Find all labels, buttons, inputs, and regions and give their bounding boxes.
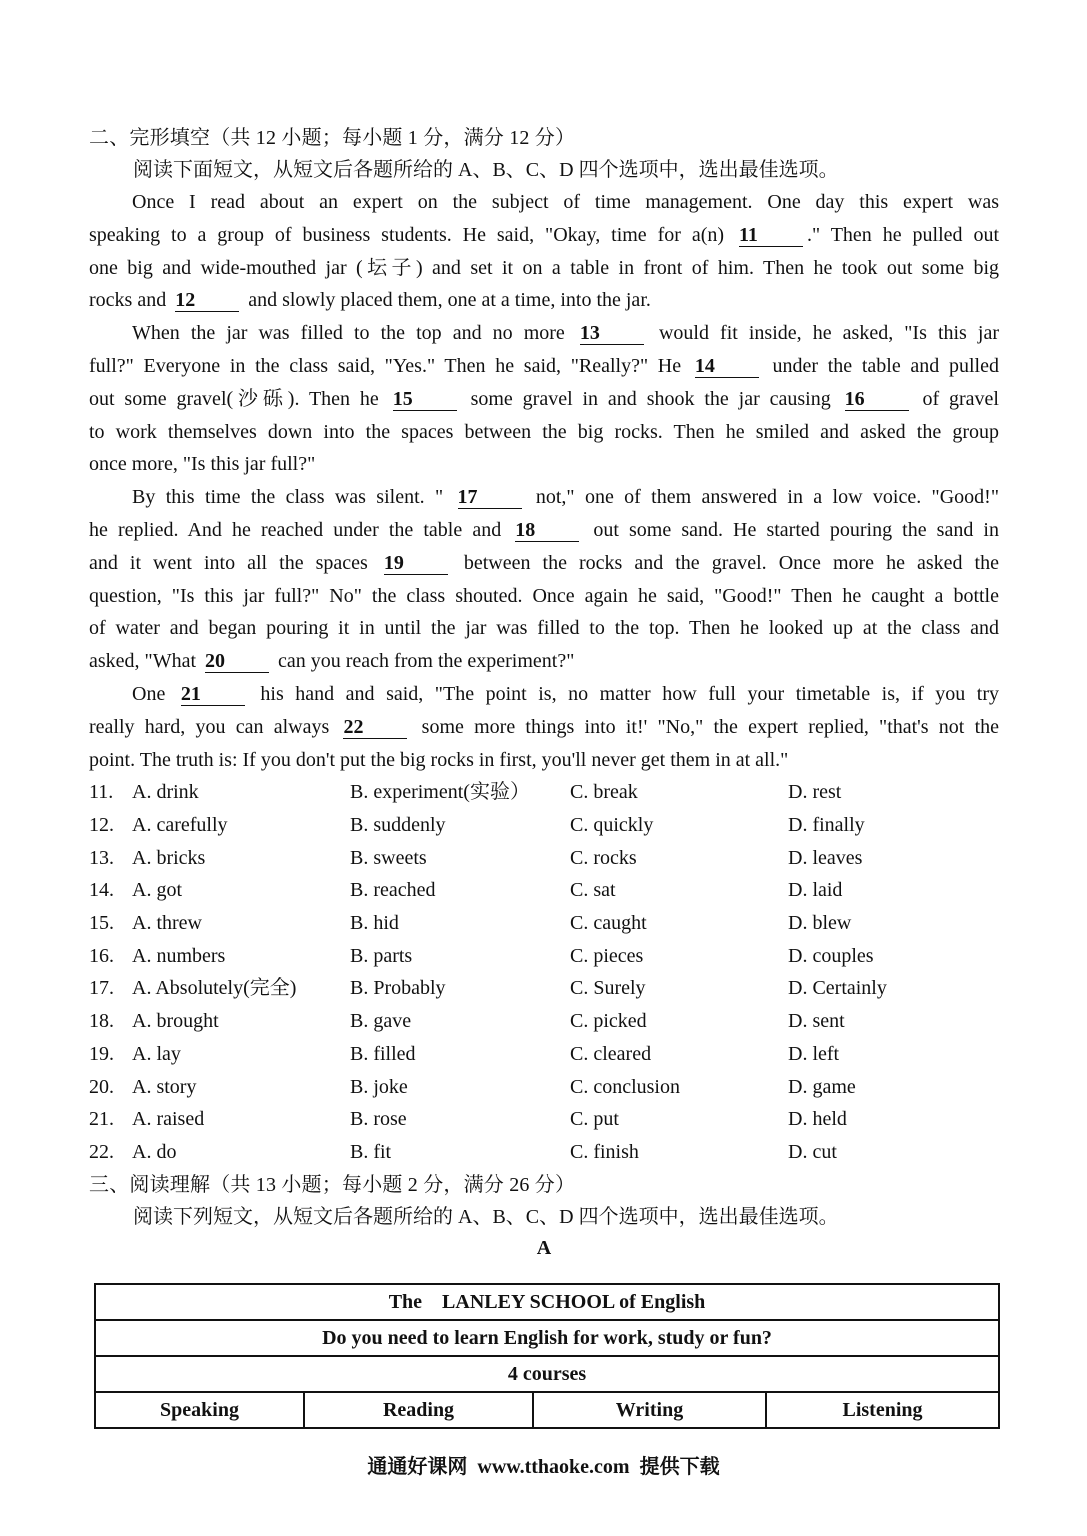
passage-text: out some sand. He started pouring the sand in	[583, 518, 999, 541]
option-row	[89, 972, 999, 1005]
option-a: A. Absolutely(完全)	[132, 977, 297, 1000]
option-d: D. finally	[788, 814, 865, 837]
cloze-passage	[89, 186, 999, 776]
question-number: 11.	[89, 781, 114, 804]
passage-line	[89, 252, 999, 285]
option-a: A. bricks	[132, 846, 206, 869]
cloze-options	[89, 776, 999, 1168]
option-a: A. story	[132, 1075, 197, 1098]
option-a: A. lay	[132, 1042, 181, 1065]
option-row	[89, 1136, 999, 1169]
option-b: B. filled	[350, 1042, 416, 1065]
blank-18: 18	[515, 519, 579, 542]
option-row	[89, 1005, 999, 1038]
question-number: 19.	[89, 1042, 114, 1065]
option-row	[89, 776, 999, 809]
option-b: B. joke	[350, 1075, 408, 1098]
option-b: B. experiment(实验）	[350, 781, 530, 804]
passage-text: rocks and	[89, 289, 172, 312]
passage-text: some gravel in and shook the jar causing	[460, 387, 841, 410]
passage-text: would fit inside, he asked, "Is this jar	[647, 322, 1000, 345]
option-row	[89, 1071, 999, 1104]
option-a: A. do	[132, 1140, 177, 1163]
option-d: D. laid	[788, 879, 843, 902]
passage-text: really hard, you can always	[89, 715, 340, 738]
question-number: 16.	[89, 944, 114, 967]
blank-19: 19	[384, 552, 448, 575]
option-row	[89, 1038, 999, 1071]
passage-text: speaking to a group of business students. He said, "Okay, time for a(n)	[89, 223, 735, 246]
passage-line	[89, 350, 999, 383]
option-c: C. rocks	[570, 846, 637, 869]
option-d: D. blew	[788, 912, 852, 935]
passage-text: of water and began pouring it in until the jar was filled to the top. Then he looked up at the class and	[89, 617, 999, 640]
passage-line	[89, 612, 999, 645]
passage-text: between the rocks and the gravel. Once more he asked the	[451, 551, 999, 574]
option-a: A. numbers	[132, 944, 226, 967]
course-reading: Reading	[304, 1392, 533, 1428]
cloze-heading: 二、完形填空（共 12 小题；每小题 1 分，满分 12 分）	[89, 127, 576, 149]
option-d: D. left	[788, 1042, 840, 1065]
passage-text: once more, "Is this jar full?"	[89, 453, 316, 476]
option-b: B. sweets	[350, 846, 427, 869]
option-row	[89, 874, 999, 907]
blank-11: 11	[739, 224, 803, 247]
footer-source: 通通好课网 www.tthaoke.com 提供下载	[367, 1456, 720, 1478]
option-row	[89, 940, 999, 973]
passage-line	[89, 481, 999, 514]
ad-question: Do you need to learn English for work, study or fun?	[95, 1320, 999, 1356]
passage-line	[89, 580, 999, 613]
option-b: B. rose	[350, 1108, 407, 1131]
passage-line	[89, 645, 999, 678]
option-c: C. sat	[570, 879, 616, 902]
section-label: A	[536, 1236, 552, 1259]
passage-line	[89, 448, 999, 481]
passage-text: One	[132, 682, 177, 705]
option-c: C. put	[570, 1108, 619, 1131]
blank-15: 15	[393, 388, 457, 411]
question-number: 17.	[89, 977, 114, 1000]
option-a: A. threw	[132, 912, 202, 935]
passage-text: to work themselves down into the spaces between the big rocks. Then he smiled and asked the group	[89, 420, 999, 443]
option-c: C. cleared	[570, 1042, 652, 1065]
passage-line	[89, 744, 999, 777]
passage-text: some more things into it!' "No," the expert replied, "that's not the	[411, 715, 999, 738]
question-number: 21.	[89, 1108, 114, 1131]
option-d: D. rest	[788, 781, 842, 804]
blank-21: 21	[181, 683, 245, 706]
passage-text: asked, "What	[89, 650, 202, 673]
exam-page	[89, 122, 999, 1263]
school-ad-table	[94, 1283, 1000, 1429]
option-d: D. game	[788, 1075, 856, 1098]
passage-text: not," one of them answered in a low voice. "Good!"	[525, 486, 999, 509]
blank-17: 17	[458, 486, 522, 509]
option-row	[89, 1103, 999, 1136]
passage-line	[89, 514, 999, 547]
option-d: D. couples	[788, 944, 874, 967]
passage-text: out some gravel(沙砾). Then he	[89, 387, 389, 410]
passage-text: point. The truth is: If you don't put the big rocks in first, you'll never get them in at all."	[89, 748, 789, 771]
passage-line	[89, 383, 999, 416]
option-c: C. Surely	[570, 977, 646, 1000]
question-number: 18.	[89, 1010, 114, 1033]
passage-text: ." Then he pulled out	[806, 223, 999, 246]
question-number: 12.	[89, 814, 114, 837]
option-c: C. break	[570, 781, 638, 804]
passage-text: and it went into all the spaces	[89, 551, 380, 574]
passage-text: full?" Everyone in the class said, "Yes." Then he said, "Really?" He	[89, 354, 691, 377]
passage-text: of gravel	[912, 387, 999, 410]
option-a: A. brought	[132, 1010, 219, 1033]
option-c: C. pieces	[570, 944, 644, 967]
option-d: D. held	[788, 1108, 847, 1131]
blank-14: 14	[695, 355, 759, 378]
passage-text: and slowly placed them, one at a time, into the jar.	[243, 289, 651, 312]
option-a: A. drink	[132, 781, 199, 804]
passage-text: Once I read about an expert on the subject of time management. One day this expert was	[132, 191, 999, 213]
option-row	[89, 842, 999, 875]
option-a: A. got	[132, 879, 182, 902]
question-number: 13.	[89, 846, 114, 869]
blank-20: 20	[205, 650, 269, 673]
option-c: C. finish	[570, 1140, 639, 1163]
option-c: C. quickly	[570, 814, 654, 837]
option-b: B. suddenly	[350, 814, 446, 837]
passage-line	[89, 186, 999, 219]
passage-text: By this time the class was silent. "	[132, 486, 454, 509]
option-d: D. Certainly	[788, 977, 887, 1000]
ad-title: The LANLEY SCHOOL of English	[95, 1284, 999, 1320]
option-d: D. leaves	[788, 846, 863, 869]
option-a: A. carefully	[132, 814, 228, 837]
option-c: C. caught	[570, 912, 647, 935]
passage-text: one big and wide-mouthed jar (坛子) and set it on a table in front of him. Then he took out some big	[89, 256, 999, 279]
option-row	[89, 809, 999, 842]
option-b: B. fit	[350, 1140, 392, 1163]
blank-16: 16	[845, 388, 909, 411]
course-listening: Listening	[766, 1392, 999, 1428]
passage-line	[89, 711, 999, 744]
option-row	[89, 907, 999, 940]
option-d: D. cut	[788, 1140, 837, 1163]
reading-heading: 三、阅读理解（共 13 小题；每小题 2 分，满分 26 分）	[89, 1173, 576, 1196]
course-speaking: Speaking	[95, 1392, 304, 1428]
option-b: B. reached	[350, 879, 436, 902]
passage-line	[89, 416, 999, 449]
option-c: C. picked	[570, 1010, 647, 1033]
passage-text: When the jar was filled to the top and no more	[132, 322, 576, 345]
option-b: B. Probably	[350, 977, 446, 1000]
option-d: D. sent	[788, 1010, 845, 1033]
option-b: B. parts	[350, 944, 413, 967]
passage-text: his hand and said, "The point is, no matter how full your timetable is, if you try	[248, 682, 1000, 705]
blank-12: 12	[175, 289, 239, 312]
passage-line	[89, 219, 999, 252]
question-number: 22.	[89, 1140, 114, 1163]
option-c: C. conclusion	[570, 1075, 680, 1098]
passage-line	[89, 678, 999, 711]
passage-text: he replied. And he reached under the table and	[89, 518, 512, 541]
passage-text: can you reach from the experiment?"	[273, 650, 575, 673]
passage-line	[89, 284, 999, 317]
blank-22: 22	[343, 716, 407, 739]
question-number: 14.	[89, 879, 114, 902]
option-b: B. hid	[350, 912, 399, 935]
cloze-instruction: 阅读下面短文，从短文后各题所给的 A、B、C、D 四个选项中，选出最佳选项。	[133, 159, 839, 181]
passage-text: question, "Is this jar full?" No" the class shouted. Once again he said, "Good!" Then he caught a bottle	[89, 584, 999, 607]
option-a: A. raised	[132, 1108, 205, 1131]
passage-line	[89, 317, 999, 350]
passage-text: under the table and pulled	[762, 354, 999, 377]
question-number: 15.	[89, 912, 114, 935]
question-number: 20.	[89, 1075, 114, 1098]
option-b: B. gave	[350, 1010, 412, 1033]
passage-line	[89, 547, 999, 580]
blank-13: 13	[580, 322, 644, 345]
reading-instruction: 阅读下列短文，从短文后各题所给的 A、B、C、D 四个选项中，选出最佳选项。	[133, 1205, 839, 1228]
ad-courses-label: 4 courses	[95, 1356, 999, 1392]
course-writing: Writing	[533, 1392, 766, 1428]
